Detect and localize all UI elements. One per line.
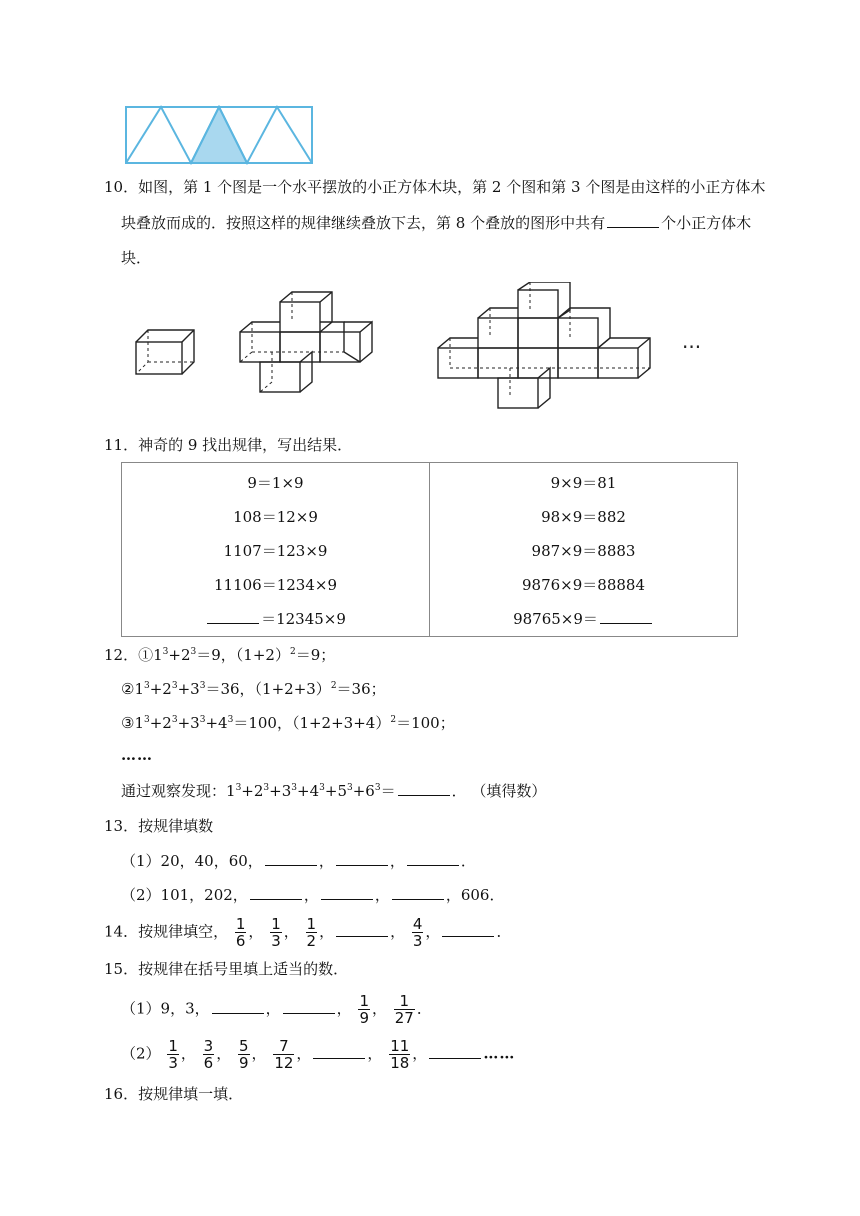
cube-fig-1 <box>136 330 194 374</box>
q12-observe-text: 通过观察发现： <box>121 782 227 800</box>
q14-frac-1: $\frac{1}{6}$ <box>235 915 246 950</box>
right-row-3: 987×9＝8883 <box>531 542 636 560</box>
q12-number: 12． <box>104 646 139 664</box>
nine-pattern-table <box>121 462 738 637</box>
q10-line2-end: 个小正方体木 <box>661 214 752 232</box>
q15-title: 15．按规律在括号里填上适当的数． <box>104 960 349 978</box>
q15-blank-3[interactable] <box>313 1044 365 1059</box>
q15-frac-b: $\frac{1}{27}$ <box>394 992 414 1027</box>
q15-l1-text: （1）9，3， <box>121 999 210 1018</box>
triangle-strip-figure <box>124 105 314 165</box>
q12-line3: $③1^3+2^3+3^3+4^3=100$，$(1+2+3+4)^2=100$； <box>121 714 455 732</box>
q15-blank-2[interactable] <box>283 999 335 1014</box>
q13-l2-text: （2）101，202， <box>121 886 248 904</box>
q14-frac-2: $\frac{1}{3}$ <box>271 915 281 950</box>
q12-line1: 12．$①1^3+2^3=9$，$(1+2)^2=9$； <box>104 646 336 664</box>
q11-title: 11．神奇的 9 找出规律，写出结果． <box>104 436 353 454</box>
q10-line2-text: 块叠放而成的．按照这样的规律继续叠放下去，第 8 个叠放的图形中共有 <box>121 214 606 232</box>
right-row-5 <box>430 602 737 636</box>
q12-line2: $②1^3+2^3+3^3=36$，$(1+2+3)^2=36$； <box>121 680 386 698</box>
q14-frac-3: $\frac{1}{2}$ <box>306 915 317 950</box>
continuation-dots: ··· <box>682 335 702 359</box>
q12-fill-note: （填得数） <box>471 782 547 800</box>
right-row-2: 98×9＝882 <box>541 508 626 526</box>
q11-right-blank[interactable] <box>600 609 652 624</box>
q12-observe: 通过观察发现：$1^3+2^3+3^3+4^3+5^3+6^3=$ ． （填得数） <box>121 782 547 800</box>
circle-3: ③ <box>121 714 135 732</box>
q14-blank-1[interactable] <box>336 922 388 937</box>
circle-2: ② <box>121 680 135 698</box>
q13-blank-4[interactable] <box>250 885 302 900</box>
q10-line2 <box>121 212 751 234</box>
q13-l2-end: ，606． <box>445 886 505 904</box>
right-row-1: 9×9＝81 <box>550 474 617 492</box>
right-row-5-text: 98765×9＝ <box>513 610 598 628</box>
q15-line2: （2） $\frac{1}{3}$ ， $\frac{3}{6}$ ， $\frac{5}{9}$ ， $\frac{7}{12}$ ， ， $\frac{11}{18}$ ， …… <box>121 1037 516 1072</box>
q13-blank-1[interactable] <box>265 851 317 866</box>
q14-line: 14．按规律填空， $\frac{1}{6}$ ， $\frac{1}{3}$ ， $\frac{1}{2}$ ， ， $\frac{4}{3}$ ， ． <box>104 915 512 950</box>
q15-line1: （1）9，3， ， ， $\frac{1}{9}$ ， $\frac{1}{27}$ ． <box>121 992 432 1027</box>
q13-line1: （1）20，40，60， ， ， ． <box>121 852 476 870</box>
cube-fig-3 <box>438 282 650 408</box>
left-row-5 <box>122 602 429 636</box>
left-row-5-text: ＝12345×9 <box>261 610 346 628</box>
q14-blank-2[interactable] <box>442 922 494 937</box>
right-column <box>430 463 738 637</box>
q15-frac-4: $\frac{7}{12}$ <box>274 1037 294 1072</box>
q12-answer-blank[interactable] <box>398 781 450 796</box>
q13-blank-5[interactable] <box>321 885 373 900</box>
q10-answer-blank[interactable] <box>607 213 659 228</box>
q15-frac-5: $\frac{11}{18}$ <box>390 1037 410 1072</box>
q12-ellipsis: …… <box>121 746 153 764</box>
q14-frac-4: $\frac{4}{3}$ <box>412 915 423 950</box>
q15-blank-4[interactable] <box>429 1044 481 1059</box>
circle-1: ① <box>138 646 154 664</box>
shaded-triangle <box>191 107 247 163</box>
q16-title: 16．按规律填一填． <box>104 1085 244 1103</box>
q13-blank-3[interactable] <box>407 851 459 866</box>
q13-l1-text: （1）20，40，60， <box>121 852 263 870</box>
cube-fig-2 <box>240 292 372 392</box>
right-row-4: 9876×9＝88884 <box>521 576 645 594</box>
q15-blank-1[interactable] <box>212 999 264 1014</box>
q13-line2: （2）101，202， ， ， ，606． <box>121 886 505 904</box>
left-row-1: 9＝1×9 <box>247 474 304 492</box>
q11-left-blank[interactable] <box>207 609 259 624</box>
left-row-2: 108＝12×9 <box>233 508 318 526</box>
q14-title: 14．按规律填空， <box>104 922 229 941</box>
q15-frac-2: $\frac{3}{6}$ <box>203 1037 214 1072</box>
left-row-3: 1107＝123×9 <box>223 542 328 560</box>
q15-frac-a: $\frac{1}{9}$ <box>359 992 369 1027</box>
q10-line3: 块． <box>121 249 152 267</box>
q15-ellipsis: …… <box>483 1044 516 1063</box>
q13-blank-2[interactable] <box>336 851 388 866</box>
left-column <box>122 463 430 637</box>
q13-blank-6[interactable] <box>392 885 444 900</box>
q15-l2-text: （2） <box>121 1044 161 1063</box>
q15-frac-3: $\frac{5}{9}$ <box>238 1037 249 1072</box>
q15-frac-1: $\frac{1}{3}$ <box>168 1037 178 1072</box>
q13-title: 13．按规律填数 <box>104 817 214 835</box>
q10-line1: 10．如图，第 1 个图是一个水平摆放的小正方体木块，第 2 个图和第 3 个图是由这样的小正方体木 <box>104 178 766 196</box>
stacked-cubes-figure <box>126 282 716 417</box>
left-row-4: 11106＝1234×9 <box>213 576 337 594</box>
